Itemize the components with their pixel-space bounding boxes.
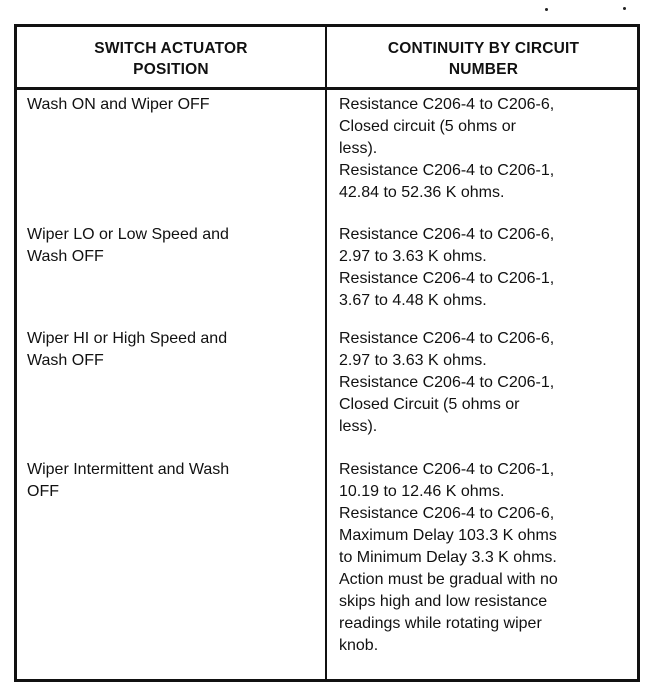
continuity-cell xyxy=(339,459,635,657)
resistance-entry: Resistance C206-4 to C206-1, Closed Circuit (5 ohms or less). xyxy=(339,374,555,435)
resistance-entry: Resistance C206-4 to C206-1, 42.84 to 52.36 K ohms. xyxy=(339,162,555,201)
resistance-entry: Resistance C206-4 to C206-1, 3.67 to 4.48 K ohms. xyxy=(339,270,555,309)
switch-position-cell: Wiper Intermittent and Wash OFF xyxy=(27,461,230,500)
scan-speck xyxy=(623,7,626,10)
header-label: SWITCH ACTUATOR POSITION xyxy=(94,40,248,78)
switch-continuity-table xyxy=(14,24,640,682)
resistance-entry: Resistance C206-4 to C206-6, 2.97 to 3.63 K ohms. xyxy=(339,226,555,265)
header-label: CONTINUITY BY CIRCUIT NUMBER xyxy=(387,40,580,78)
header-continuity-by-circuit-number xyxy=(327,31,640,87)
continuity-cell xyxy=(339,328,635,438)
header-switch-actuator-position xyxy=(17,31,325,87)
switch-position-cell: Wiper LO or Low Speed and Wash OFF xyxy=(27,226,229,265)
switch-position-cell: Wiper HI or High Speed and Wash OFF xyxy=(27,330,228,369)
switch-position-cell: Wash ON and Wiper OFF xyxy=(27,96,210,113)
scan-speck xyxy=(545,8,548,11)
resistance-entry: Resistance C206-4 to C206-6, Closed circuit (5 ohms or less). xyxy=(339,96,555,157)
column-divider xyxy=(325,27,327,679)
header-divider xyxy=(17,87,637,90)
continuity-cell xyxy=(339,224,635,312)
resistance-entry: Resistance C206-4 to C206-6, 2.97 to 3.63 K ohms. xyxy=(339,330,555,369)
resistance-entry: Resistance C206-4 to C206-1, 10.19 to 12.46 K ohms. xyxy=(339,461,555,500)
resistance-entry: Resistance C206-4 to C206-6, Maximum Delay 103.3 K ohms to Minimum Delay 3.3 K ohms. Action must be gradual with no skips high and low resistance readings while rotating wiper knob. xyxy=(339,505,558,654)
continuity-cell xyxy=(339,94,635,204)
